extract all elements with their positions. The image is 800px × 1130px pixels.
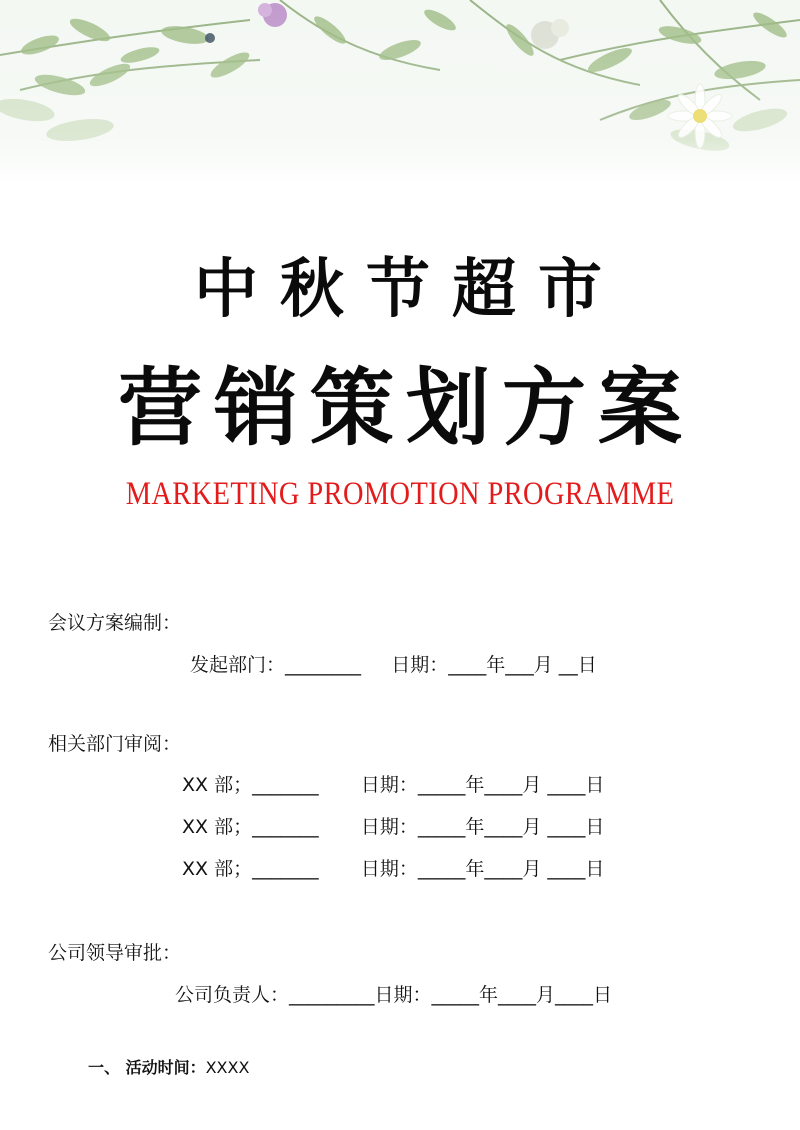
- approval-line: 公司负责人：_________日期：_____年____月____日: [175, 984, 613, 1006]
- document-subtitle-english: MARKETING PROMOTION PROGRAMME: [125, 476, 675, 512]
- review-row: XX 部；_______ 日期：_____年____月 ____日: [182, 816, 605, 838]
- section-activity-time: [88, 1055, 249, 1081]
- document-title-line2: 营销策划方案: [117, 358, 694, 457]
- approval-heading: 公司领导审批：: [48, 942, 182, 964]
- compilation-heading: 会议方案编制：: [48, 612, 182, 634]
- document-title-line1: 中秋节超市: [194, 252, 624, 327]
- compilation-line: 发起部门：________ 日期：____年___月 __日: [190, 654, 597, 676]
- floral-banner-image: [0, 0, 800, 185]
- section-value: XXXX: [205, 1058, 250, 1077]
- review-row: XX 部；_______ 日期：_____年____月 ____日: [182, 858, 605, 880]
- review-heading: 相关部门审阅：: [48, 733, 182, 755]
- section-label: 一、 活动时间：: [88, 1058, 206, 1077]
- review-row: XX 部；_______ 日期：_____年____月 ____日: [182, 774, 605, 796]
